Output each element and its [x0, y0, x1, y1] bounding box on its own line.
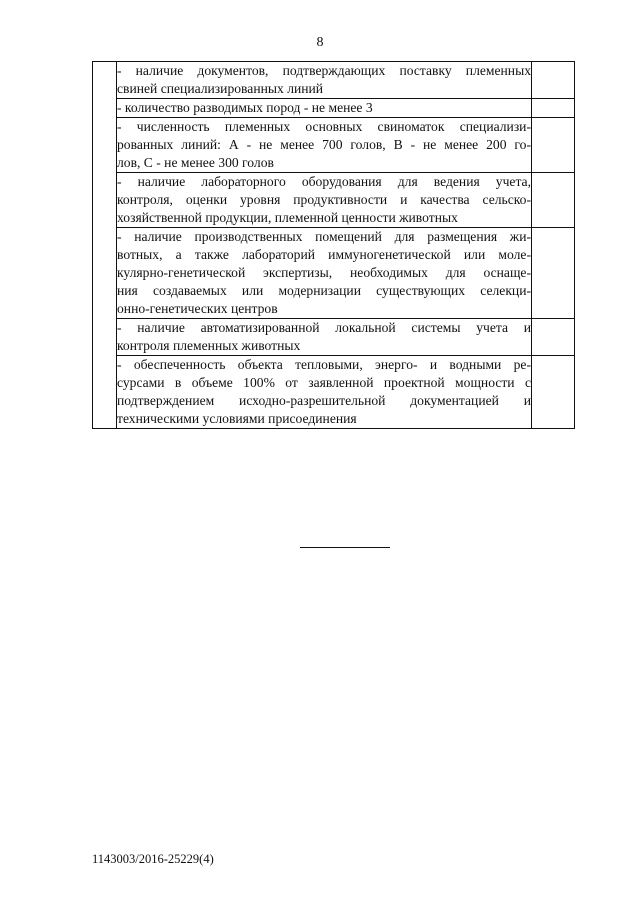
requirement-line: контроля, оценки уровня продуктивности и качества сельско-	[117, 192, 531, 207]
number-cell	[93, 173, 117, 228]
number-cell	[93, 319, 117, 356]
table-row	[93, 99, 575, 118]
number-cell	[93, 356, 117, 429]
requirement-line: - наличие лабораторного оборудования для ведения учета,	[117, 174, 531, 189]
requirement-line: - количество разводимых пород - не менее 3	[117, 100, 373, 115]
requirement-line: лов, С - не менее 300 голов	[117, 155, 274, 170]
number-cell	[93, 99, 117, 118]
requirement-line: онно-генетических центров	[117, 301, 278, 316]
requirement-line: хозяйственной продукции, племенной ценности животных	[117, 210, 458, 225]
page-number: 8	[316, 35, 324, 50]
requirement-line: - наличие автоматизированной локальной системы учета и	[117, 320, 531, 335]
document-code: 1143003/2016-25229(4)	[92, 852, 214, 866]
requirement-cell	[117, 319, 532, 356]
number-cell	[93, 228, 117, 319]
requirement-line: - наличие документов, подтверждающих поставку племенных	[117, 63, 531, 78]
requirement-line: - численность племенных основных свиноматок специализи-	[117, 119, 531, 134]
value-cell	[532, 319, 575, 356]
value-cell	[532, 62, 575, 99]
requirement-cell	[117, 99, 532, 118]
requirement-line: - наличие производственных помещений для размещения жи-	[117, 229, 531, 244]
table-row	[93, 173, 575, 228]
requirement-cell	[117, 356, 532, 429]
value-cell	[532, 356, 575, 429]
value-cell	[532, 99, 575, 118]
number-cell	[93, 118, 117, 173]
table-row	[93, 228, 575, 319]
requirement-line: сурсами в объеме 100% от заявленной проектной мощности с	[117, 375, 531, 390]
value-cell	[532, 118, 575, 173]
requirements-table	[92, 61, 575, 429]
requirements-table-body	[93, 62, 575, 429]
requirement-line: техническими условиями присоединения	[117, 411, 357, 426]
requirement-cell	[117, 173, 532, 228]
value-cell	[532, 228, 575, 319]
requirement-line: кулярно-генетической экспертизы, необходимых для оснаще-	[117, 265, 531, 280]
table-row	[93, 62, 575, 99]
table-row	[93, 319, 575, 356]
requirement-line: рованных линий: А - не менее 700 голов, В - не менее 200 го-	[117, 137, 531, 152]
value-cell	[532, 173, 575, 228]
requirement-line: свиней специализированных линий	[117, 81, 324, 96]
requirement-cell	[117, 118, 532, 173]
number-cell	[93, 62, 117, 99]
separator-line	[300, 547, 390, 548]
requirement-cell	[117, 62, 532, 99]
requirement-line: контроля племенных животных	[117, 338, 301, 353]
requirement-line: подтверждением исходно-разрешительной документацией и	[117, 393, 531, 408]
table-row	[93, 356, 575, 429]
requirement-line: - обеспеченность объекта тепловыми, энерго- и водными ре-	[117, 357, 531, 372]
table-row	[93, 118, 575, 173]
requirement-line: ния создаваемых или модернизации существующих селекци-	[117, 283, 531, 298]
requirement-cell	[117, 228, 532, 319]
requirement-line: вотных, а также лабораторий иммуногенетической или моле-	[117, 247, 531, 262]
